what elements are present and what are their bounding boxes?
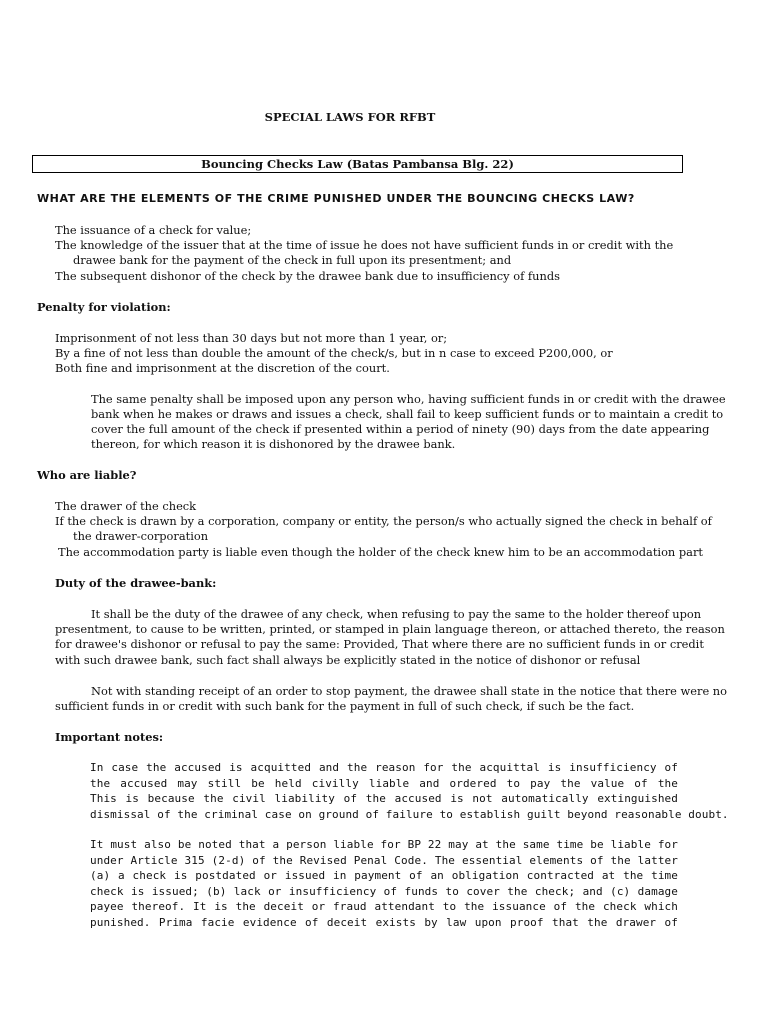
duty-paragraph-line: for drawee's dishonor or refusal to pay the same: Provided, That where there are no sufficient funds in or credit bbox=[55, 637, 704, 651]
duty-heading: Duty of the drawee-bank: bbox=[55, 576, 217, 590]
notes-paragraph bbox=[90, 760, 729, 822]
penalty-paragraph-line: cover the full amount of the check if presented within a period of ninety (90) days from the date appearing bbox=[91, 422, 710, 436]
notes-heading: Important notes: bbox=[55, 730, 164, 744]
liable-item: The drawer of the check bbox=[55, 499, 197, 513]
penalty-paragraph-line: bank when he makes or draws and issues a check, shall fail to keep sufficient funds or to maintain a credit to bbox=[91, 407, 724, 421]
penalty-paragraph-line: thereon, for which reason it is dishonored by the drawee bank. bbox=[91, 437, 456, 451]
penalty-heading: Penalty for violation: bbox=[37, 300, 171, 314]
duty-paragraph-line: with such drawee bank, such fact shall always be explicitly stated in the notice of dishonor or refusal bbox=[55, 653, 641, 667]
element-item-continued: drawee bank for the payment of the check in full upon its presentment; and bbox=[73, 253, 512, 267]
notes-line: payee thereof. It is the deceit or fraud attendant to the issuance of the check which bbox=[90, 900, 678, 913]
document-title: SPECIAL LAWS FOR RFBT bbox=[264, 110, 436, 124]
law-title: Bouncing Checks Law (Batas Pambansa Blg. 22) bbox=[201, 157, 514, 171]
liable-item-continued: the drawer-corporation bbox=[73, 529, 209, 543]
notes-line: In case the accused is acquitted and the reason for the acquittal is insufficiency of bbox=[90, 761, 678, 774]
notes-line: check is issued; (b) lack or insufficiency of funds to cover the check; and (c) damage bbox=[90, 884, 678, 898]
duty-paragraph-line: Not with standing receipt of an order to stop payment, the drawee shall state in the notice that there were no bbox=[91, 684, 728, 698]
penalty-item: Imprisonment of not less than 30 days but not more than 1 year, or; bbox=[55, 331, 448, 345]
notes-paragraph bbox=[90, 837, 678, 930]
duty-paragraph-line: presentment, to cause to be written, printed, or stamped in plain language thereon, or attached thereto, the reason bbox=[55, 622, 725, 636]
notes-line: punished. Prima facie evidence of deceit exists by law upon proof that the drawer of bbox=[90, 915, 678, 929]
notes-line: (a) a check is postdated or issued in payment of an obligation contracted at the time bbox=[90, 869, 678, 882]
penalty-paragraph-line: The same penalty shall be imposed upon any person who, having sufficient funds in or credit with the drawee bbox=[91, 392, 726, 406]
liable-item: The accommodation party is liable even though the holder of the check knew him to be an accommodation part bbox=[58, 545, 703, 559]
liable-item: If the check is drawn by a corporation, company or entity, the person/s who actually signed the check in behalf of bbox=[55, 514, 712, 528]
duty-paragraph-line: sufficient funds in or credit with such bank for the payment in full of such check, if such be the fact. bbox=[55, 699, 635, 713]
notes-line: the accused may still be held civilly liable and ordered to pay the value of the bbox=[90, 776, 678, 790]
notes-line: under Article 315 (2-d) of the Revised Penal Code. The essential elements of the latter bbox=[90, 853, 678, 867]
duty-paragraph-line: It shall be the duty of the drawee of any check, when refusing to pay the same to the holder thereof upon bbox=[91, 607, 702, 621]
notes-line: It must also be noted that a person liable for BP 22 may at the same time be liable for bbox=[90, 838, 678, 851]
element-item: The issuance of a check for value; bbox=[55, 223, 252, 237]
element-item: The knowledge of the issuer that at the time of issue he does not have sufficient funds in or credit with the bbox=[55, 238, 674, 252]
notes-line: dismissal of the criminal case on ground of failure to establish guilt beyond reasonable doubt. bbox=[90, 807, 729, 821]
penalty-item: Both fine and imprisonment at the discretion of the court. bbox=[55, 361, 390, 375]
penalty-item: By a fine of not less than double the amount of the check/s, but in n case to exceed P200,000, or bbox=[55, 346, 613, 360]
law-title-box bbox=[32, 155, 683, 173]
elements-question: WHAT ARE THE ELEMENTS OF THE CRIME PUNISHED UNDER THE BOUNCING CHECKS LAW? bbox=[37, 192, 635, 205]
notes-line: This is because the civil liability of the accused is not automatically extinguished bbox=[90, 792, 678, 805]
element-item: The subsequent dishonor of the check by the drawee bank due to insufficiency of funds bbox=[55, 269, 560, 283]
liable-heading: Who are liable? bbox=[37, 468, 137, 482]
